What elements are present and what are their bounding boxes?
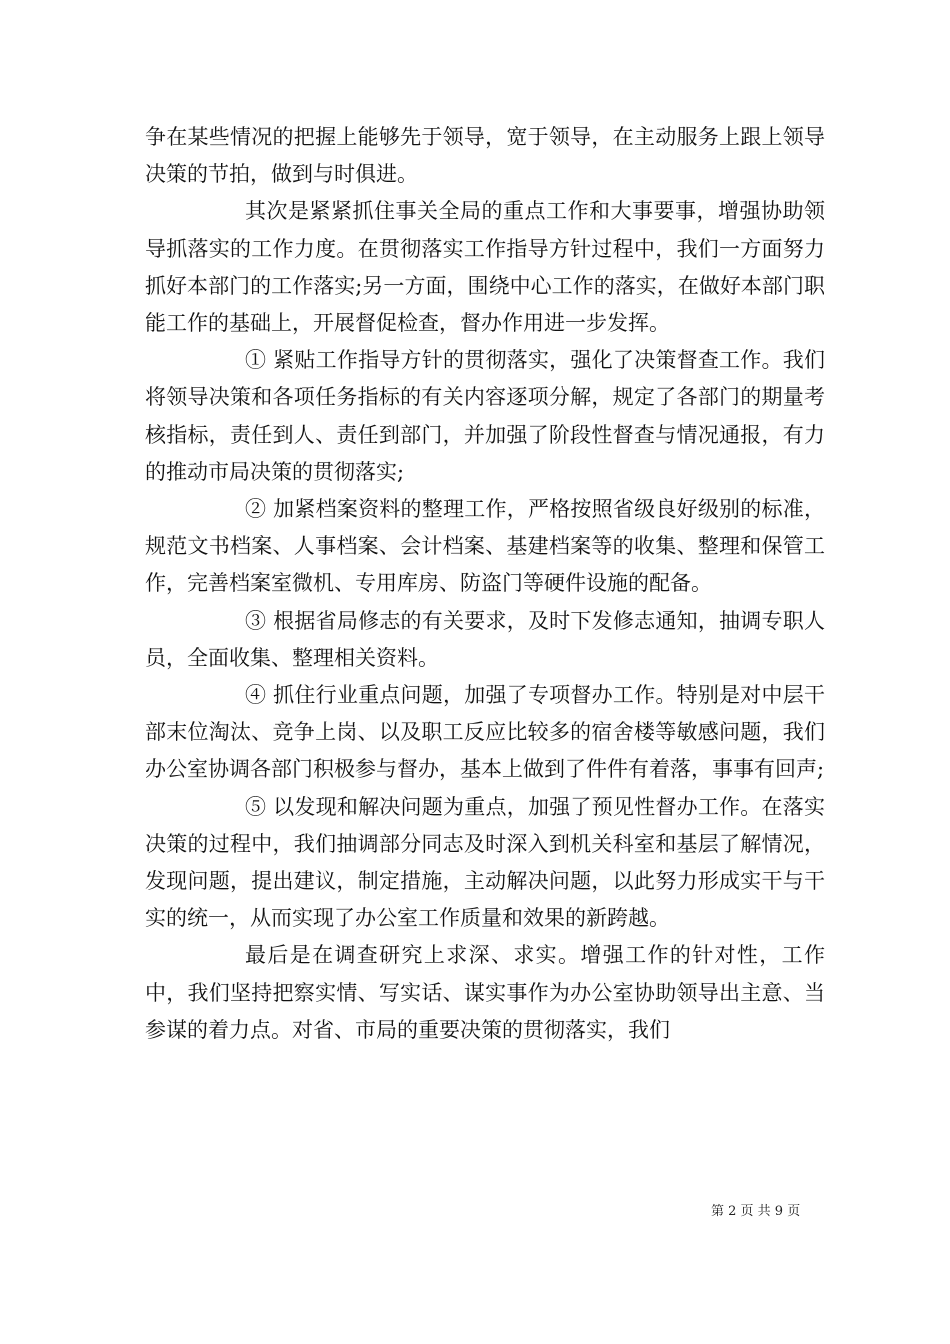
paragraph-6: ④ 抓住行业重点问题，加强了专项督办工作。特别是对中层干部末位淘汰、竞争上岗、以及职工反应比较多的宿舍楼等敏感问题，我们办公室协调各部门积极参与督办，基本上做到了件件有着落，事事有回声;: [145, 683, 825, 782]
paragraph-7: ⑤ 以发现和解决问题为重点，加强了预见性督办工作。在落实决策的过程中，我们抽调部分同志及时深入到机关科室和基层了解情况，发现问题，提出建议，制定措施，主动解决问题，以此努力形成实干与干实的统一，从而实现了办公室工作质量和效果的新跨越。: [145, 794, 825, 931]
paragraph-4: ② 加紧档案资料的整理工作，严格按照省级良好级别的标准，规范文书档案、人事档案、会计档案、基建档案等的收集、整理和保管工作，完善档案室微机、专用库房、防盗门等硬件设施的配备。: [145, 497, 825, 596]
paragraph-5: ③ 根据省局修志的有关要求，及时下发修志通知，抽调专职人员，全面收集、整理相关资料。: [145, 608, 825, 670]
paragraph-3: ① 紧贴工作指导方针的贯彻落实，强化了决策督查工作。我们将领导决策和各项任务指标的有关内容逐项分解，规定了各部门的期量考核指标，责任到人、责任到部门，并加强了阶段性督查与情况通报，有力的推动市局决策的贯彻落实;: [145, 348, 825, 484]
page-number-footer: 第 2 页 共 9 页: [711, 1204, 801, 1219]
paragraph-1: 争在某些情况的把握上能够先于领导，宽于领导，在主动服务上跟上领导决策的节拍，做到与时俱进。: [145, 125, 825, 187]
paragraph-2: 其次是紧紧抓住事关全局的重点工作和大事要事，增强协助领导抓落实的工作力度。在贯彻落实工作指导方针过程中，我们一方面努力抓好本部门的工作落实;另一方面，围绕中心工作的落实，在做好本部门职能工作的基础上，开展督促检查，督办作用进一步发挥。: [145, 199, 825, 336]
paragraph-8: 最后是在调查研究上求深、求实。增强工作的针对性，工作中，我们坚持把察实情、写实话、谋实事作为办公室协助领导出主意、当参谋的着力点。对省、市局的重要决策的贯彻落实，我们: [145, 943, 825, 1042]
document-body: [145, 119, 825, 1049]
